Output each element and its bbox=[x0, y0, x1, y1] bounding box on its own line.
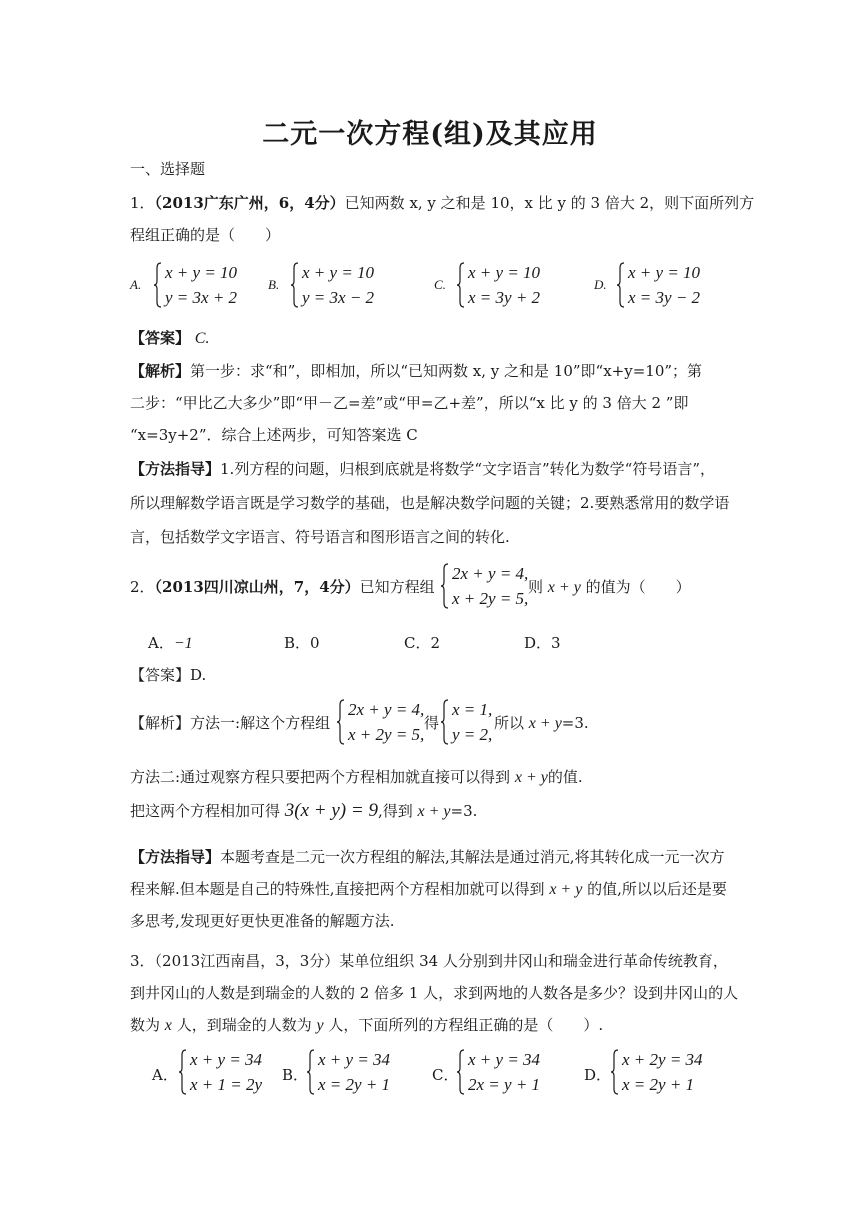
q2-option-d-value: 3 bbox=[551, 634, 561, 652]
q1-answer-label: 【答案】 bbox=[130, 329, 191, 347]
q2-stem-then: 则 bbox=[528, 578, 544, 596]
q2-result-eq2: y = 2, bbox=[452, 725, 493, 744]
q1-method-text1: 1.列方程的问题，归根到底就是将数学“文字语言”转化为数学“符号语言”， bbox=[220, 460, 716, 478]
q2-answer-value: D. bbox=[190, 666, 207, 684]
q1-option-a-eq1: x + y = 10 bbox=[165, 263, 238, 282]
q3-stem-text1: （2013江西南昌，3，3分）某单位组织 34 人分别到井冈山和瑞金进行革命传统教育， bbox=[154, 952, 728, 970]
q2-method-label: 【方法指导】 bbox=[130, 848, 221, 866]
q1-analysis-text1: 第一步：求“和”，即相加，所以“已知两数 x, y 之和是 10”即“x+y=10”；第 bbox=[190, 362, 703, 380]
q1-stem-text1: 已知两数 x, y 之和是 10，x 比 y 的 3 倍大 2，则下面所列方 bbox=[344, 194, 755, 212]
q1-answer bbox=[130, 327, 209, 348]
brace-icon bbox=[306, 1049, 315, 1095]
q2-analysis-expr: x + y bbox=[528, 715, 562, 732]
q2-add bbox=[130, 800, 477, 822]
q3-stem-var-x: x bbox=[164, 1017, 172, 1034]
q1-method-label: 【方法指导】 bbox=[130, 460, 221, 478]
q2-option-c-value: 2 bbox=[430, 634, 441, 652]
q2-answer bbox=[130, 664, 206, 685]
q3-number: 3． bbox=[130, 952, 155, 970]
brace-icon bbox=[440, 563, 449, 609]
q2-add-end: =3. bbox=[450, 802, 478, 820]
q2-option-a bbox=[148, 632, 193, 653]
q1-option-c-label: C. bbox=[434, 277, 446, 292]
q2-method2-expr: x + y bbox=[514, 769, 548, 786]
q3-option-a-label: A． bbox=[152, 1066, 178, 1084]
q3-stem-text3-pre: 数为 bbox=[130, 1016, 161, 1034]
q3-stem-var-y: y bbox=[316, 1017, 324, 1034]
q1-analysis-label: 【解析】 bbox=[130, 362, 191, 380]
q1-analysis-line3: “x=3y+2”．综合上述两步，可知答案选 C bbox=[130, 426, 418, 444]
q1-stem-line2: 程组正确的是（ ） bbox=[130, 226, 281, 244]
q2-method-line2 bbox=[130, 878, 727, 899]
q2-option-c-label: C． bbox=[404, 634, 431, 652]
q1-option-b-eq1: x + y = 10 bbox=[302, 263, 375, 282]
q2-analysis-label: 【解析】 bbox=[130, 714, 191, 732]
q1-option-a-eq2: y = 3x + 2 bbox=[165, 288, 238, 307]
q3-option-d-eq2: x = 2y + 1 bbox=[622, 1075, 695, 1094]
q2-number: 2． bbox=[130, 578, 155, 596]
q2-solve-eq2: x + 2y = 5, bbox=[348, 725, 425, 744]
q1-option-d-eq2: x = 3y − 2 bbox=[628, 288, 701, 307]
q1-method-line3: 言，包括数学文字语言、符号语言和图形语言之间的转化. bbox=[130, 528, 510, 546]
q3-option-d-label: D． bbox=[584, 1066, 612, 1084]
q3-option-b-eq1: x + y = 34 bbox=[318, 1050, 391, 1069]
q3-stem-text3-post: 人，下面所列的方程组正确的是（ ）. bbox=[328, 1016, 604, 1034]
q2-method-line3: 多思考,发现更好更快更准备的解题方法. bbox=[130, 912, 395, 930]
q2-method2 bbox=[130, 766, 583, 787]
q2-add-expr2: x + y bbox=[417, 803, 451, 820]
q2-stem-post bbox=[528, 576, 691, 597]
q1-stem-line1 bbox=[130, 192, 754, 213]
q1-method-line1 bbox=[130, 458, 715, 479]
q2-method2-end: 的值. bbox=[547, 768, 583, 786]
q2-add-expr: 3(x + y) = 9 bbox=[284, 800, 378, 821]
q3-option-c-eq2: 2x = y + 1 bbox=[468, 1075, 541, 1094]
document-title: 二元一次方程(组)及其应用 bbox=[262, 119, 598, 150]
q2-source: （2013四川凉山州，7，4分） bbox=[154, 578, 360, 596]
q2-method-text2-expr: x + y bbox=[549, 881, 583, 898]
brace-icon bbox=[336, 699, 345, 745]
q1-option-b-eq2: y = 3x − 2 bbox=[302, 288, 375, 307]
q2-option-a-label: A． bbox=[148, 634, 174, 652]
q2-analysis-post bbox=[494, 712, 589, 733]
q1-analysis-line2: 二步：“甲比乙大多少”即“甲－乙=差”或“甲=乙+差”，所以“x 比 y 的 3 倍大 2 ”即 bbox=[130, 394, 689, 412]
brace-icon bbox=[616, 262, 625, 308]
q1-analysis-line1 bbox=[130, 360, 702, 381]
q2-stem-ask: 的值为（ ） bbox=[585, 578, 691, 596]
q1-option-c-eq2: x = 3y + 2 bbox=[468, 288, 541, 307]
brace-icon bbox=[456, 262, 465, 308]
brace-icon bbox=[153, 262, 162, 308]
q2-stem-text: 已知方程组 bbox=[359, 578, 435, 596]
q3-option-d-eq1: x + 2y = 34 bbox=[622, 1050, 703, 1069]
q2-option-d bbox=[524, 632, 561, 653]
q2-stem-pre bbox=[130, 576, 435, 597]
q1-source: （2013广东广州，6，4分） bbox=[154, 194, 345, 212]
q2-stem-eq1: 2x + y = 4, bbox=[452, 564, 529, 583]
q1-method-line2: 所以理解数学语言既是学习数学的基础，也是解决数学问题的关键；2.要熟悉常用的数学语 bbox=[130, 494, 730, 512]
q1-answer-value: C. bbox=[194, 330, 210, 347]
q2-method-text2-pre: 程来解.但本题是自己的特殊性,直接把两个方程相加就可以得到 bbox=[130, 880, 545, 898]
q2-method2-text: 方法二:通过观察方程只要把两个方程相加就直接可以得到 bbox=[130, 768, 511, 786]
q3-option-c-label: C． bbox=[432, 1066, 459, 1084]
q3-option-b-label: B． bbox=[282, 1066, 309, 1084]
q2-stem-expr: x + y bbox=[547, 579, 581, 596]
q2-option-b-label: B． bbox=[284, 634, 311, 652]
q1-number: 1． bbox=[130, 194, 155, 212]
q2-analysis-so: 所以 bbox=[494, 714, 525, 732]
q2-option-d-label: D． bbox=[524, 634, 552, 652]
q2-add-text: 把这两个方程相加可得 bbox=[130, 802, 281, 820]
brace-icon bbox=[610, 1049, 619, 1095]
q2-option-b-value: 0 bbox=[310, 634, 320, 652]
brace-icon bbox=[178, 1049, 187, 1095]
q1-option-d-label: D. bbox=[594, 277, 607, 292]
q2-analysis-pre bbox=[130, 712, 330, 733]
q2-option-a-value: −1 bbox=[173, 635, 193, 652]
q3-option-a-eq1: x + y = 34 bbox=[190, 1050, 263, 1069]
q2-option-c bbox=[404, 632, 440, 653]
q1-option-c-eq1: x + y = 10 bbox=[468, 263, 541, 282]
q2-stem-eq2: x + 2y = 5, bbox=[452, 589, 529, 608]
brace-icon bbox=[440, 699, 449, 745]
q1-option-a-label: A. bbox=[130, 277, 142, 292]
q1-option-d-eq1: x + y = 10 bbox=[628, 263, 701, 282]
q2-answer-label: 【答案】 bbox=[130, 666, 191, 684]
q2-analysis-text: 方法一:解这个方程组 bbox=[190, 714, 331, 732]
q2-option-b bbox=[284, 632, 320, 653]
q2-solve-eq1: 2x + y = 4, bbox=[348, 700, 425, 719]
q1-option-b-label: B. bbox=[268, 277, 280, 292]
q3-stem-line3 bbox=[130, 1014, 603, 1035]
q2-result-eq1: x = 1, bbox=[452, 700, 493, 719]
q3-option-a-eq2: x + 1 = 2y bbox=[190, 1075, 263, 1094]
q3-option-c-eq1: x + y = 34 bbox=[468, 1050, 541, 1069]
brace-icon bbox=[456, 1049, 465, 1095]
brace-icon bbox=[290, 262, 299, 308]
section-heading: 一、选择题 bbox=[130, 160, 206, 178]
q3-stem-line2: 到井冈山的人数是到瑞金的人数的 2 倍多 1 人，求到两地的人数各是多少？设到井冈山的人 bbox=[130, 984, 739, 1002]
q2-method-line1 bbox=[130, 846, 725, 867]
q3-stem-line1 bbox=[130, 950, 728, 971]
q2-method-text1: 本题考查是二元一次方程组的解法,其解法是通过消元,将其转化成一元一次方 bbox=[220, 848, 725, 866]
q3-stem-text3-mid: 人，到瑞金的人数为 bbox=[176, 1016, 312, 1034]
q2-method-text2-post: 的值,所以以后还是要 bbox=[587, 880, 727, 898]
q3-option-b-eq2: x = 2y + 1 bbox=[318, 1075, 391, 1094]
q2-analysis-end: =3. bbox=[561, 714, 589, 732]
q2-analysis-mid: 得 bbox=[424, 714, 440, 732]
q2-add-mid: ,得到 bbox=[377, 802, 413, 820]
